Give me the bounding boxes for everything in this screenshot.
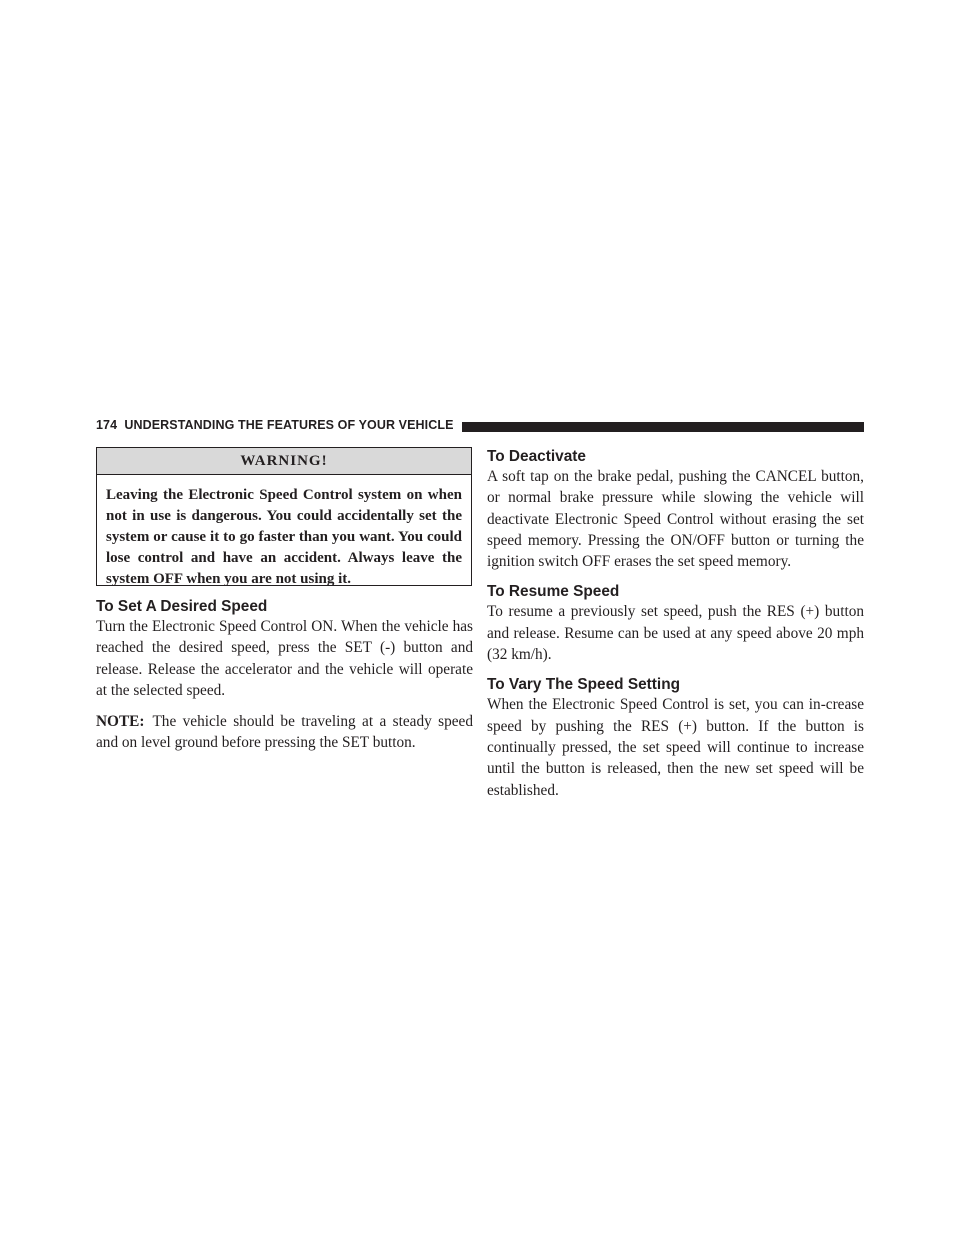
heading-deactivate: To Deactivate bbox=[487, 448, 586, 465]
page-number: 174 bbox=[96, 418, 118, 432]
chapter-title: UNDERSTANDING THE FEATURES OF YOUR VEHICLE bbox=[124, 418, 454, 432]
vary-body: When the Electronic Speed Control is set, you can in-crease speed by pushing the RES (+) button. If the button is continually pressed, the set speed will continue to increase until the button is released, then the new set speed will be established. bbox=[487, 696, 864, 799]
warning-title: WARNING! bbox=[97, 448, 471, 475]
note-paragraph bbox=[96, 711, 473, 754]
page-header-text bbox=[96, 418, 454, 432]
warning-text: Leaving the Electronic Speed Control system on when not in use is dangerous. You could accidentally set the system or cause it to go faster than you want. You could lose control and have an accident. Always leave the system OFF when you are not using it. bbox=[106, 487, 462, 587]
warning-box bbox=[96, 447, 472, 586]
set-speed-body: Turn the Electronic Speed Control ON. When the vehicle has reached the desired speed, press the SET (-) button and release. Release the accelerator and the vehicle will operate at the selected speed. bbox=[96, 618, 473, 699]
resume-body: To resume a previously set speed, push the RES (+) button and release. Resume can be used at any speed above 20 mph (32 km/h). bbox=[487, 603, 864, 664]
note-text: The vehicle should be traveling at a steady speed and on level ground before pressing the SET button. bbox=[96, 713, 473, 752]
heading-vary-speed: To Vary The Speed Setting bbox=[487, 676, 680, 694]
heading-set-speed: To Set A Desired Speed bbox=[96, 598, 268, 615]
heading-resume-speed: To Resume Speed bbox=[487, 583, 620, 601]
right-column bbox=[487, 447, 864, 801]
header-rule bbox=[462, 422, 864, 432]
page-header bbox=[96, 416, 864, 438]
note-label: NOTE: bbox=[96, 713, 145, 731]
left-column bbox=[96, 447, 473, 754]
deactivate-body: A soft tap on the brake pedal, pushing the CANCEL button, or normal brake pressure while slowing the vehicle will deactivate Electronic Speed Control without erasing the set speed memory. Pressing the ON/OFF button or turning the ignition switch OFF erases the set speed memory. bbox=[487, 468, 864, 571]
